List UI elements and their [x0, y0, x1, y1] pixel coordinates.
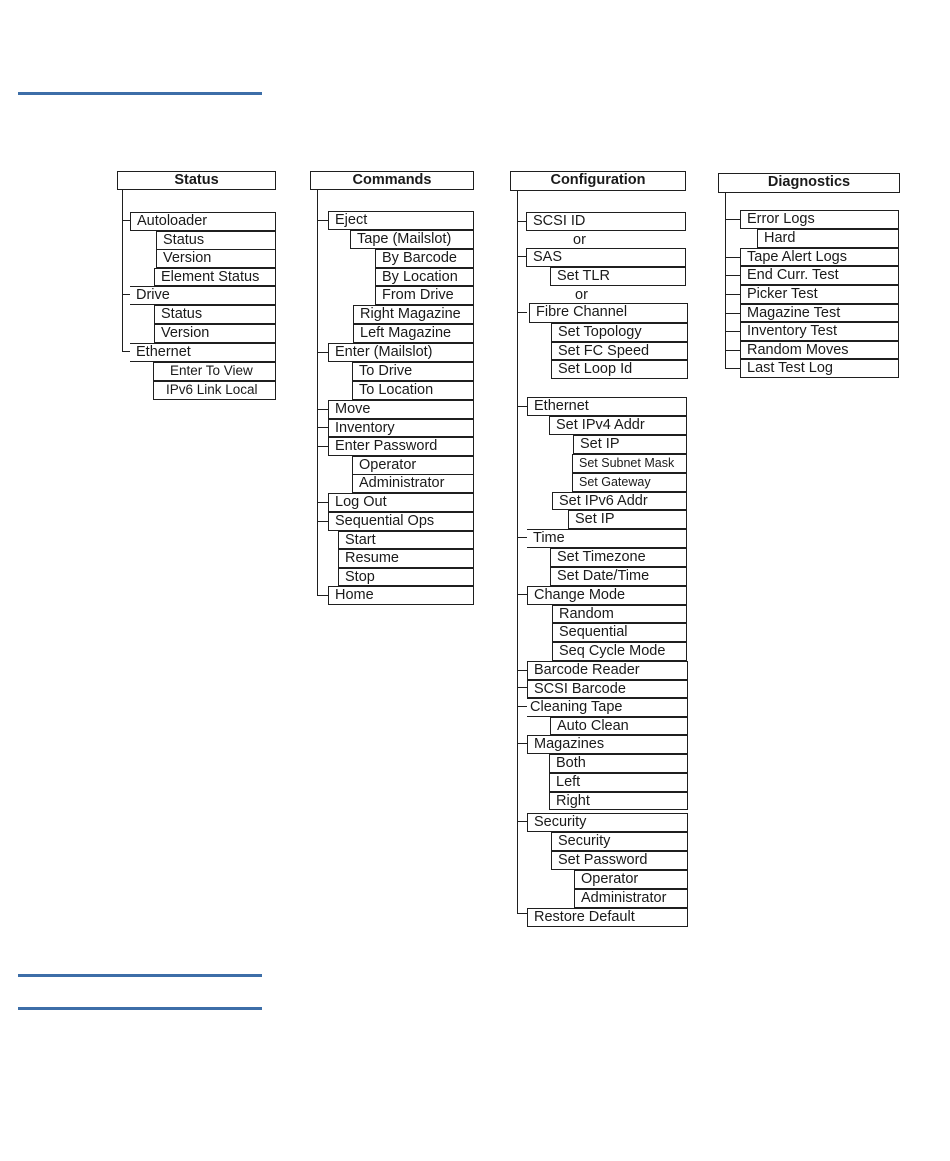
commands-enter-password[interactable]: Enter Password	[328, 437, 474, 456]
config-set-timezone[interactable]: Set Timezone	[550, 548, 687, 567]
commands-move[interactable]: Move	[328, 400, 474, 419]
status-drive-status[interactable]: Status	[154, 305, 276, 324]
commands-header[interactable]: Commands	[310, 171, 474, 190]
diag-magazine-test[interactable]: Magazine Test	[740, 304, 899, 322]
commands-start[interactable]: Start	[338, 531, 474, 549]
config-set-ipv4-addr[interactable]: Set IPv4 Addr	[549, 416, 687, 435]
config-seq-cycle-mode[interactable]: Seq Cycle Mode	[552, 642, 687, 661]
config-security-sub[interactable]: Security	[551, 832, 688, 851]
status-autoloader[interactable]: Autoloader	[130, 212, 276, 231]
config-set-ip-v4[interactable]: Set IP	[573, 435, 687, 454]
commands-inventory[interactable]: Inventory	[328, 419, 474, 437]
status-enter-to-view[interactable]: Enter To View	[153, 362, 276, 381]
commands-resume[interactable]: Resume	[338, 549, 474, 568]
config-fibre-channel[interactable]: Fibre Channel	[529, 303, 688, 323]
status-autoloader-version[interactable]: Version	[156, 249, 276, 268]
commands-enter-mailslot[interactable]: Enter (Mailslot)	[328, 343, 474, 362]
config-set-gateway[interactable]: Set Gateway	[572, 473, 687, 492]
config-set-topology[interactable]: Set Topology	[551, 323, 688, 342]
config-restore-default[interactable]: Restore Default	[527, 908, 688, 927]
status-drive[interactable]: Drive	[130, 286, 276, 305]
status-drive-version[interactable]: Version	[154, 324, 276, 343]
config-or-2: or	[575, 287, 588, 303]
config-set-tlr[interactable]: Set TLR	[550, 267, 686, 286]
diag-end-curr-test[interactable]: End Curr. Test	[740, 266, 899, 285]
config-auto-clean[interactable]: Auto Clean	[550, 717, 688, 735]
config-left[interactable]: Left	[549, 773, 688, 792]
config-sas[interactable]: SAS	[526, 248, 686, 267]
config-set-ip-v6[interactable]: Set IP	[568, 510, 687, 529]
config-set-ipv6-addr[interactable]: Set IPv6 Addr	[552, 492, 687, 510]
commands-eject[interactable]: Eject	[328, 211, 474, 230]
config-set-password[interactable]: Set Password	[551, 851, 688, 870]
config-time[interactable]: Time	[527, 529, 687, 548]
commands-tape-mailslot[interactable]: Tape (Mailslot)	[350, 230, 474, 249]
config-ethernet[interactable]: Ethernet	[527, 397, 687, 416]
status-header[interactable]: Status	[117, 171, 276, 190]
status-autoloader-status[interactable]: Status	[156, 231, 276, 250]
commands-by-location[interactable]: By Location	[375, 268, 474, 286]
status-ethernet[interactable]: Ethernet	[130, 343, 276, 362]
diag-hard[interactable]: Hard	[757, 229, 899, 248]
diagnostics-header[interactable]: Diagnostics	[718, 173, 900, 193]
config-right[interactable]: Right	[549, 792, 688, 810]
commands-by-barcode[interactable]: By Barcode	[375, 249, 474, 268]
commands-right-magazine[interactable]: Right Magazine	[353, 305, 474, 324]
status-element-status[interactable]: Element Status	[154, 268, 276, 286]
config-cleaning-tape[interactable]: Cleaning Tape	[527, 698, 688, 717]
config-sequential[interactable]: Sequential	[552, 623, 687, 642]
commands-from-drive[interactable]: From Drive	[375, 286, 474, 305]
config-set-loop-id[interactable]: Set Loop Id	[551, 360, 688, 379]
commands-administrator[interactable]: Administrator	[352, 474, 474, 493]
config-set-subnet-mask[interactable]: Set Subnet Mask	[572, 454, 687, 473]
config-magazines[interactable]: Magazines	[527, 735, 688, 754]
config-set-fc-speed[interactable]: Set FC Speed	[551, 342, 688, 360]
config-random[interactable]: Random	[552, 605, 687, 623]
commands-to-drive[interactable]: To Drive	[352, 362, 474, 381]
config-both[interactable]: Both	[549, 754, 688, 773]
diag-error-logs[interactable]: Error Logs	[740, 210, 899, 229]
diag-last-test-log[interactable]: Last Test Log	[740, 359, 899, 378]
commands-operator[interactable]: Operator	[352, 456, 474, 475]
commands-home[interactable]: Home	[328, 586, 474, 605]
config-barcode-reader[interactable]: Barcode Reader	[527, 661, 688, 680]
config-scsi-barcode[interactable]: SCSI Barcode	[527, 680, 688, 698]
commands-log-out[interactable]: Log Out	[328, 493, 474, 512]
diag-tape-alert-logs[interactable]: Tape Alert Logs	[740, 248, 899, 266]
config-scsi-id[interactable]: SCSI ID	[526, 212, 686, 231]
diag-random-moves[interactable]: Random Moves	[740, 341, 899, 359]
status-ipv6-link-local[interactable]: IPv6 Link Local	[153, 381, 276, 400]
diag-inventory-test[interactable]: Inventory Test	[740, 322, 899, 341]
config-set-date-time[interactable]: Set Date/Time	[550, 567, 687, 586]
commands-stop[interactable]: Stop	[338, 568, 474, 586]
diag-picker-test[interactable]: Picker Test	[740, 285, 899, 304]
config-operator[interactable]: Operator	[574, 870, 688, 889]
config-administrator[interactable]: Administrator	[574, 889, 688, 908]
commands-left-magazine[interactable]: Left Magazine	[353, 324, 474, 343]
commands-sequential-ops[interactable]: Sequential Ops	[328, 512, 474, 531]
config-security[interactable]: Security	[527, 813, 688, 832]
commands-to-location[interactable]: To Location	[352, 381, 474, 400]
config-change-mode[interactable]: Change Mode	[527, 586, 687, 605]
config-or-1: or	[573, 232, 586, 248]
configuration-header[interactable]: Configuration	[510, 171, 686, 191]
